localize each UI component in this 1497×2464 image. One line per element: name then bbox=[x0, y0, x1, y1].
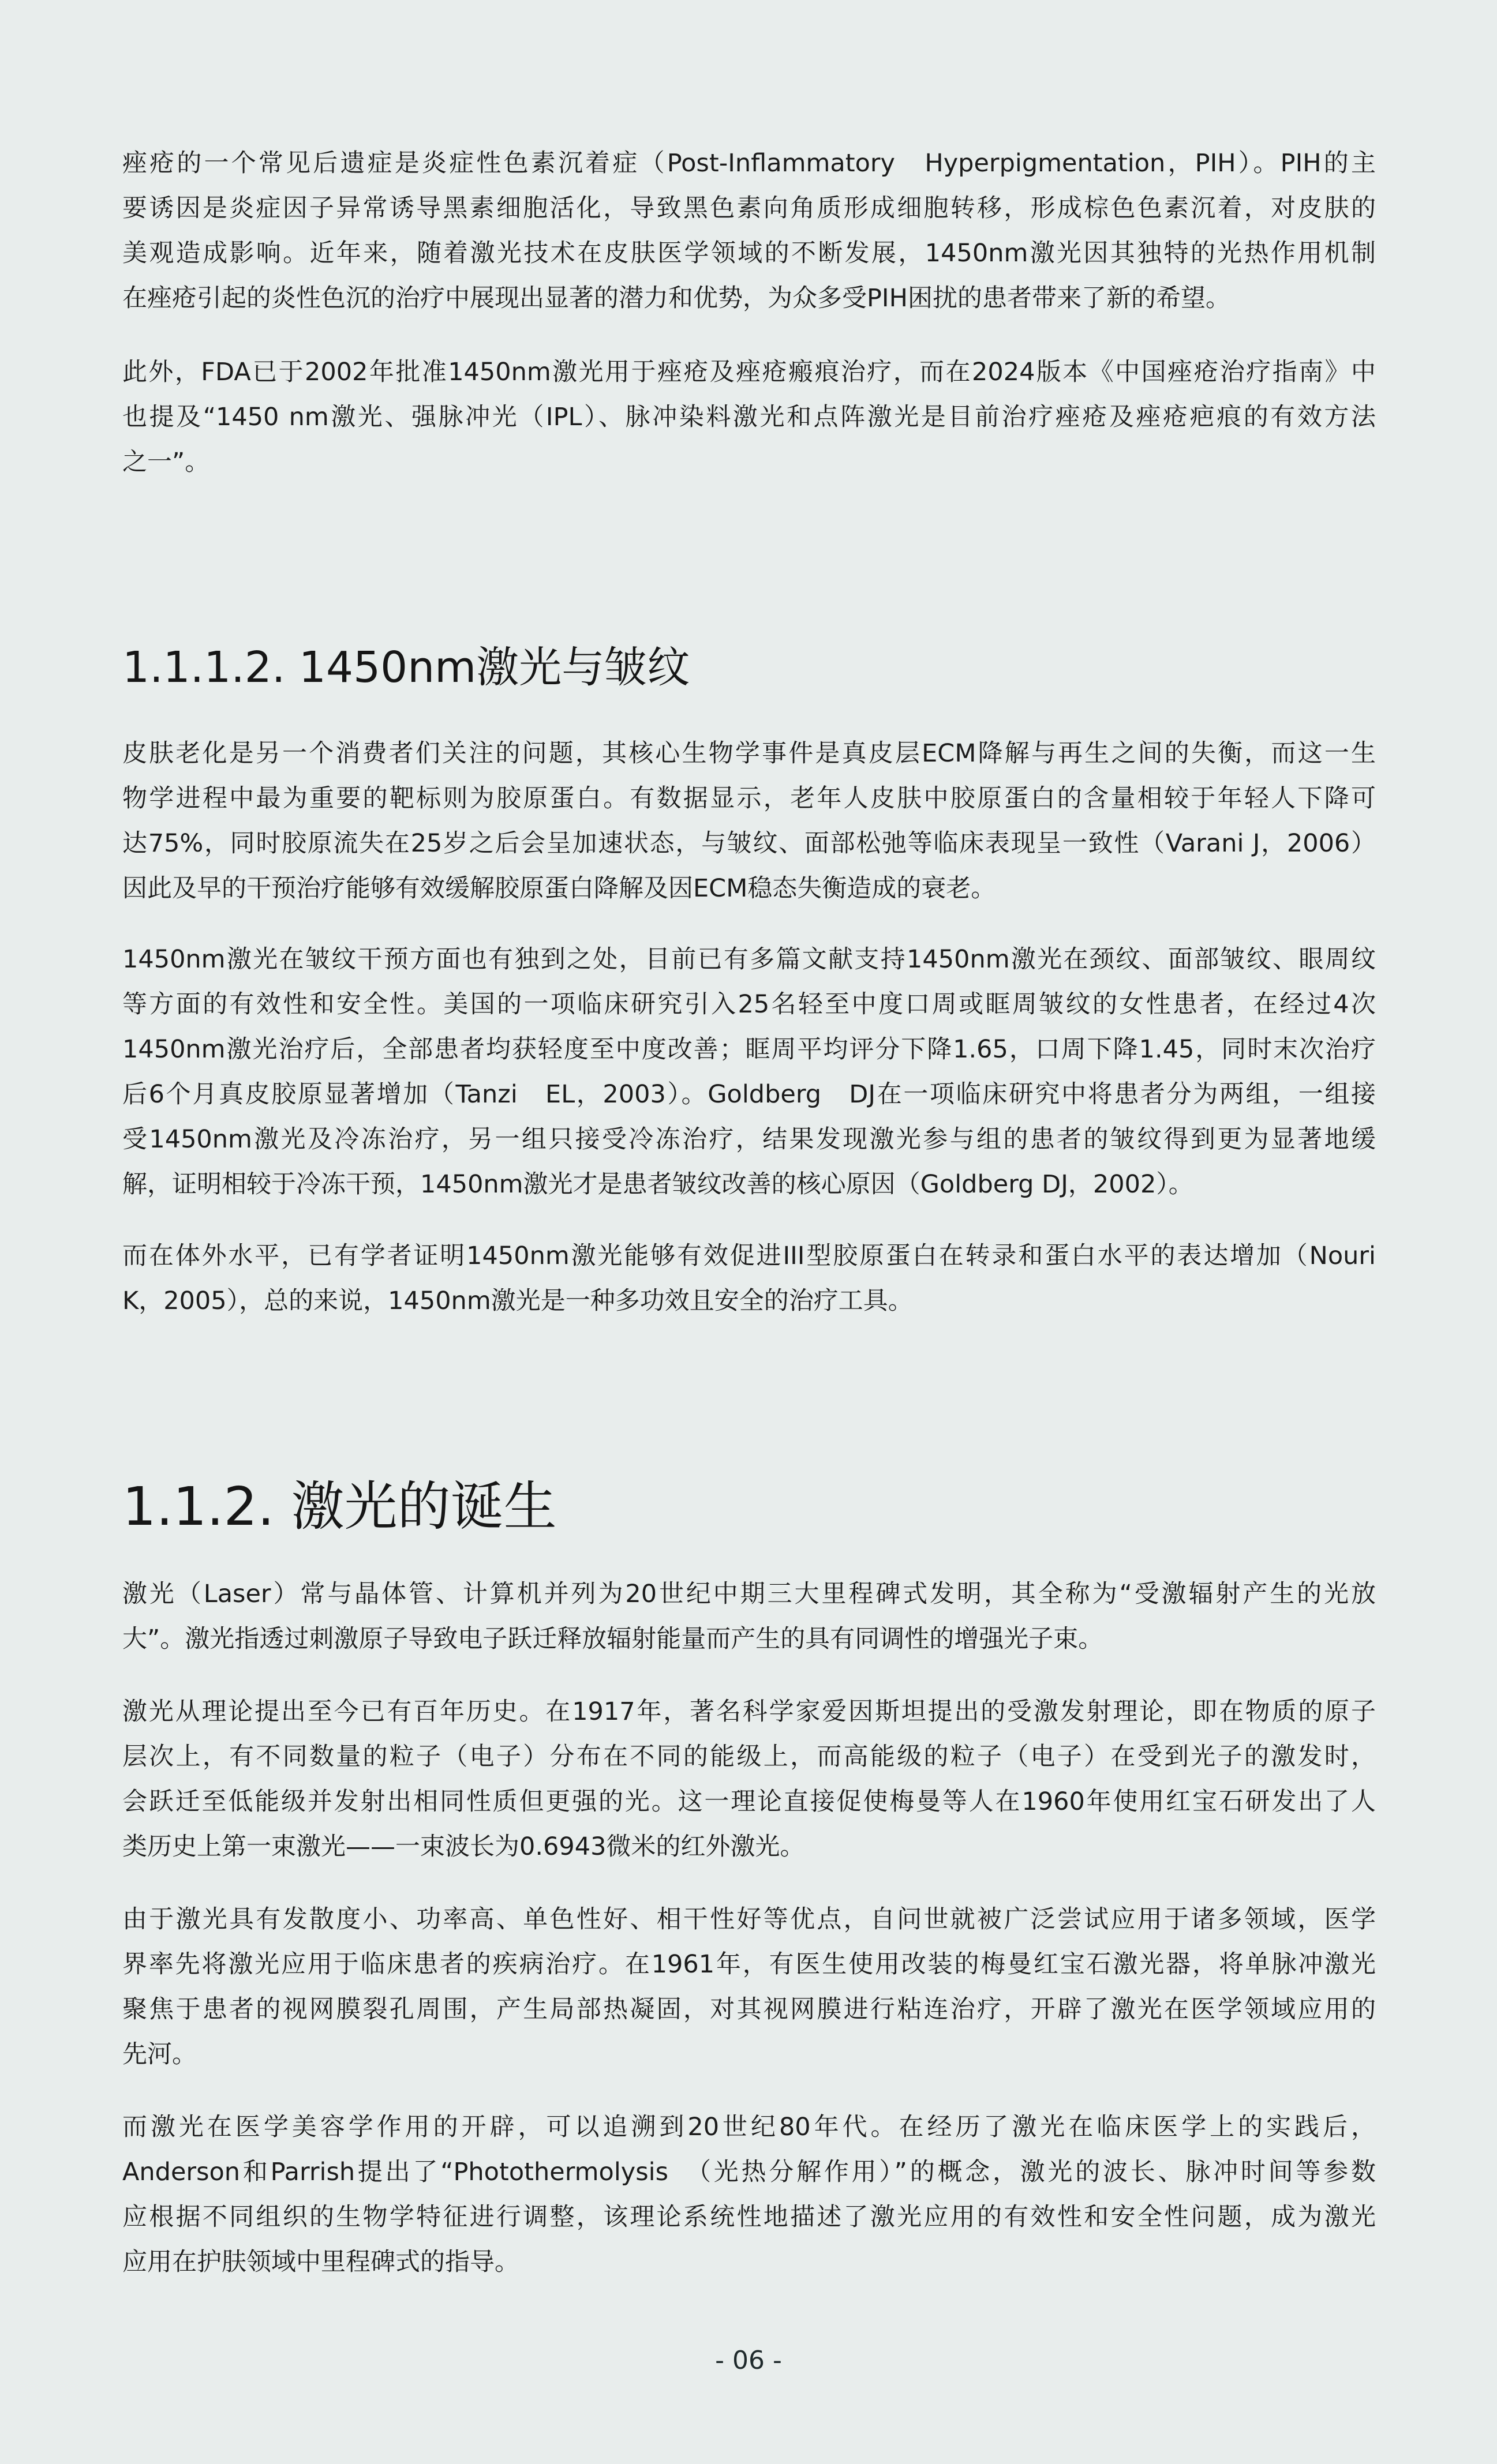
paragraph-medical-application bbox=[122, 1897, 1376, 2077]
paragraph-cosmetic-application bbox=[122, 2105, 1376, 2285]
text-line: 物学进程中最为重要的靶标则为胶原蛋白。有数据显示，老年人皮肤中胶原蛋白的含量相较于年轻人下降可 bbox=[122, 784, 1376, 813]
text-line: 皮肤老化是另一个消费者们关注的问题，其核心生物学事件是真皮层ECM降解与再生之间的失衡，而这一生 bbox=[122, 739, 1376, 768]
text-line: 此外，FDA已于2002年批准1450nm激光用于痤疮及痤疮瘢痕治疗，而在2024版本《中国痤疮治疗指南》中 bbox=[122, 358, 1376, 387]
text-line: 1450nm激光在皱纹干预方面也有独到之处，目前已有多篇文献支持1450nm激光在颈纹、面部皱纹、眼周纹 bbox=[122, 945, 1376, 974]
text-line: 由于激光具有发散度小、功率高、单色性好、相干性好等优点，自问世就被广泛尝试应用于诸多领域，医学 bbox=[122, 1905, 1376, 1934]
text-line: 受1450nm激光及冷冻治疗，另一组只接受冷冻治疗，结果发现激光参与组的患者的皱纹得到更为显著地缓 bbox=[122, 1125, 1376, 1154]
section-heading-1-1-2: 1.1.2. 激光的诞生 bbox=[122, 1476, 557, 1537]
text-line: 达75%，同时胶原流失在25岁之后会呈加速状态，与皱纹、面部松弛等临床表现呈一致性（Varani J，2006） bbox=[122, 829, 1376, 858]
text-line: 等方面的有效性和安全性。美国的一项临床研究引入25名轻至中度口周或眶周皱纹的女性患者，在经过4次 bbox=[122, 990, 1376, 1019]
paragraph-fda bbox=[122, 350, 1376, 485]
text-line: 会跃迁至低能级并发射出相同性质但更强的光。这一理论直接促使梅曼等人在1960年使用红宝石研发出了人 bbox=[122, 1787, 1376, 1816]
text-line: 解，证明相较于冷冻干预，1450nm激光才是患者皱纹改善的核心原因（Goldberg DJ，2002）。 bbox=[122, 1170, 1193, 1199]
paragraph-pih bbox=[122, 141, 1376, 321]
text-line: 也提及“1450 nm激光、强脉冲光（IPL）、脉冲染料激光和点阵激光是目前治疗痤疮及痤疮疤痕的有效方法 bbox=[122, 403, 1376, 432]
text-line: 激光从理论提出至今已有百年历史。在1917年，著名科学家爱因斯坦提出的受激发射理论，即在物质的原子 bbox=[122, 1697, 1376, 1726]
section-heading-1-1-1-2: 1.1.1.2. 1450nm激光与皱纹 bbox=[122, 643, 690, 692]
paragraph-laser-history bbox=[122, 1689, 1376, 1869]
text-line: 1450nm激光治疗后，全部患者均获轻度至中度改善；眶周平均评分下降1.65，口周下降1.45，同时末次治疗 bbox=[122, 1035, 1376, 1064]
paragraph-skin-aging bbox=[122, 731, 1376, 911]
page-number: - 06 - bbox=[715, 2346, 782, 2375]
text-line: 界率先将激光应用于临床患者的疾病治疗。在1961年，有医生使用改装的梅曼红宝石激光器，将单脉冲激光 bbox=[122, 1950, 1376, 1979]
text-line: 要诱因是炎症因子异常诱导黑素细胞活化，导致黑色素向角质形成细胞转移，形成棕色色素沉着，对皮肤的 bbox=[122, 194, 1376, 223]
text-line: 而在体外水平，已有学者证明1450nm激光能够有效促进III型胶原蛋白在转录和蛋白水平的表达增加（Nouri bbox=[122, 1242, 1376, 1270]
text-line: K，2005），总的来说，1450nm激光是一种多功效且安全的治疗工具。 bbox=[122, 1287, 913, 1315]
text-line: 在痤疮引起的炎性色沉的治疗中展现出显著的潜力和优势，为众多受PIH困扰的患者带来了新的希望。 bbox=[122, 284, 1230, 313]
text-line: 大”。激光指透过刺激原子导致电子跃迁释放辐射能量而产生的具有同调性的增强光子束。 bbox=[122, 1625, 1103, 1653]
text-line: 应根据不同组织的生物学特征进行调整，该理论系统性地描述了激光应用的有效性和安全性问题，成为激光 bbox=[122, 2203, 1376, 2232]
text-line: 而激光在医学美容学作用的开辟，可以追溯到20世纪80年代。在经历了激光在临床医学上的实践后， bbox=[122, 2113, 1376, 2142]
text-line: 层次上，有不同数量的粒子（电子）分布在不同的能级上，而高能级的粒子（电子）在受到光子的激发时， bbox=[122, 1742, 1376, 1771]
text-line: 之一”。 bbox=[122, 448, 210, 477]
text-line: 激光（Laser）常与晶体管、计算机并列为20世纪中期三大里程碑式发明，其全称为“受激辐射产生的光放 bbox=[122, 1580, 1376, 1608]
text-line: 后6个月真皮胶原显著增加（Tanzi EL，2003）。Goldberg DJ在一项临床研究中将患者分为两组，一组接 bbox=[122, 1080, 1376, 1109]
paragraph-laser-definition bbox=[122, 1572, 1376, 1662]
paragraph-wrinkle-studies bbox=[122, 937, 1376, 1207]
text-line: 痤疮的一个常见后遗症是炎症性色素沉着症（Post-Inflammatory Hyperpigmentation，PIH）。PIH的主 bbox=[122, 149, 1376, 178]
text-line: Anderson和Parrish提出了“Photothermolysis （光热分解作用）”的概念，激光的波长、脉冲时间等参数 bbox=[122, 2158, 1376, 2187]
text-line: 应用在护肤领域中里程碑式的指导。 bbox=[122, 2248, 519, 2277]
text-line: 美观造成影响。近年来，随着激光技术在皮肤医学领域的不断发展，1450nm激光因其独特的光热作用机制 bbox=[122, 239, 1376, 268]
paragraph-in-vitro bbox=[122, 1233, 1376, 1323]
text-line: 因此及早的干预治疗能够有效缓解胶原蛋白降解及因ECM稳态失衡造成的衰老。 bbox=[122, 874, 996, 903]
text-line: 类历史上第一束激光——一束波长为0.6943微米的红外激光。 bbox=[122, 1832, 805, 1861]
text-line: 聚焦于患者的视网膜裂孔周围，产生局部热凝固，对其视网膜进行粘连治疗，开辟了激光在医学领域应用的 bbox=[122, 1995, 1376, 2024]
text-line: 先河。 bbox=[122, 2040, 197, 2069]
